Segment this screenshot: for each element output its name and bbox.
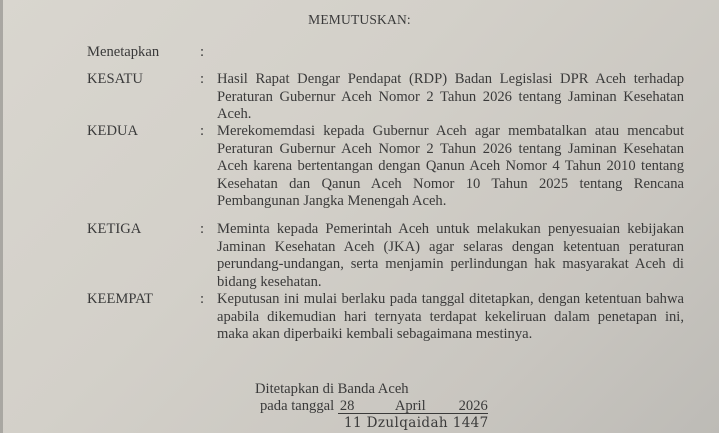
date-year: 2026 (458, 398, 488, 414)
item-label: KETIGA (87, 221, 142, 237)
decision-heading: MEMUTUSKAN: (308, 12, 411, 27)
item-label: KEEMPAT (87, 291, 153, 307)
gregorian-date (338, 399, 488, 414)
item-colon: : (200, 221, 205, 237)
item-text: Hasil Rapat Dengar Pendapat (RDP) Badan Legislasi DPR Aceh terhadap Peraturan Gubernur Aceh Nomor 2 Tahun 2026 tentang Jaminan Kesehatan Aceh. (217, 71, 684, 122)
item-colon: : (200, 71, 205, 87)
paper-edge (0, 0, 3, 433)
item-colon: : (200, 291, 205, 307)
item-text: Merekomemdasi kepada Gubernur Aceh agar membatalkan atau mencabut Peraturan Gubernur Aceh Nomor 2 Tahun 2026 tentang Jaminan Kesehatan Aceh karena bertentangan dengan Qanun Aceh Nomor 4 Tahun 2010 tentang Kesehatan dan Qanun Aceh Nomor 10 Tahun 2025 tentang Rencana Pembangunan Jangka Menengah Aceh. (217, 123, 684, 209)
item-text: Meminta kepada Pemerintah Aceh untuk melakukan penyesuaian kebijakan Jaminan Kesehatan Aceh (JKA) agar selaras dengan ketentuan peraturan perundang-undangan, serta menjamin perlindungan hak masyarakat Aceh di bidang kesehatan. (217, 221, 684, 290)
signature-block (255, 381, 489, 431)
item-colon: : (200, 123, 205, 139)
date-prefix: pada tanggal (260, 398, 335, 414)
date-day: 28 (339, 398, 355, 414)
item-label: KEDUA (87, 123, 139, 139)
hijri-date: 11 Dzulqaidah 1447 (344, 415, 489, 431)
item-label: KESATU (87, 71, 143, 87)
menetapkan-label: Menetapkan (87, 44, 160, 60)
date-month: April (394, 398, 426, 414)
item-text: Keputusan ini mulai berlaku pada tanggal ditetapkan, dengan ketentuan bahwa apabila dikemudian hari ternyata terdapat kekeliruan dalam penetapan ini, maka akan diperbaiki kembali sebagaimana mestinya. (217, 291, 684, 342)
menetapkan-colon: : (200, 44, 205, 60)
date-line (260, 398, 488, 415)
place-line: Ditetapkan di Banda Aceh (255, 381, 409, 397)
